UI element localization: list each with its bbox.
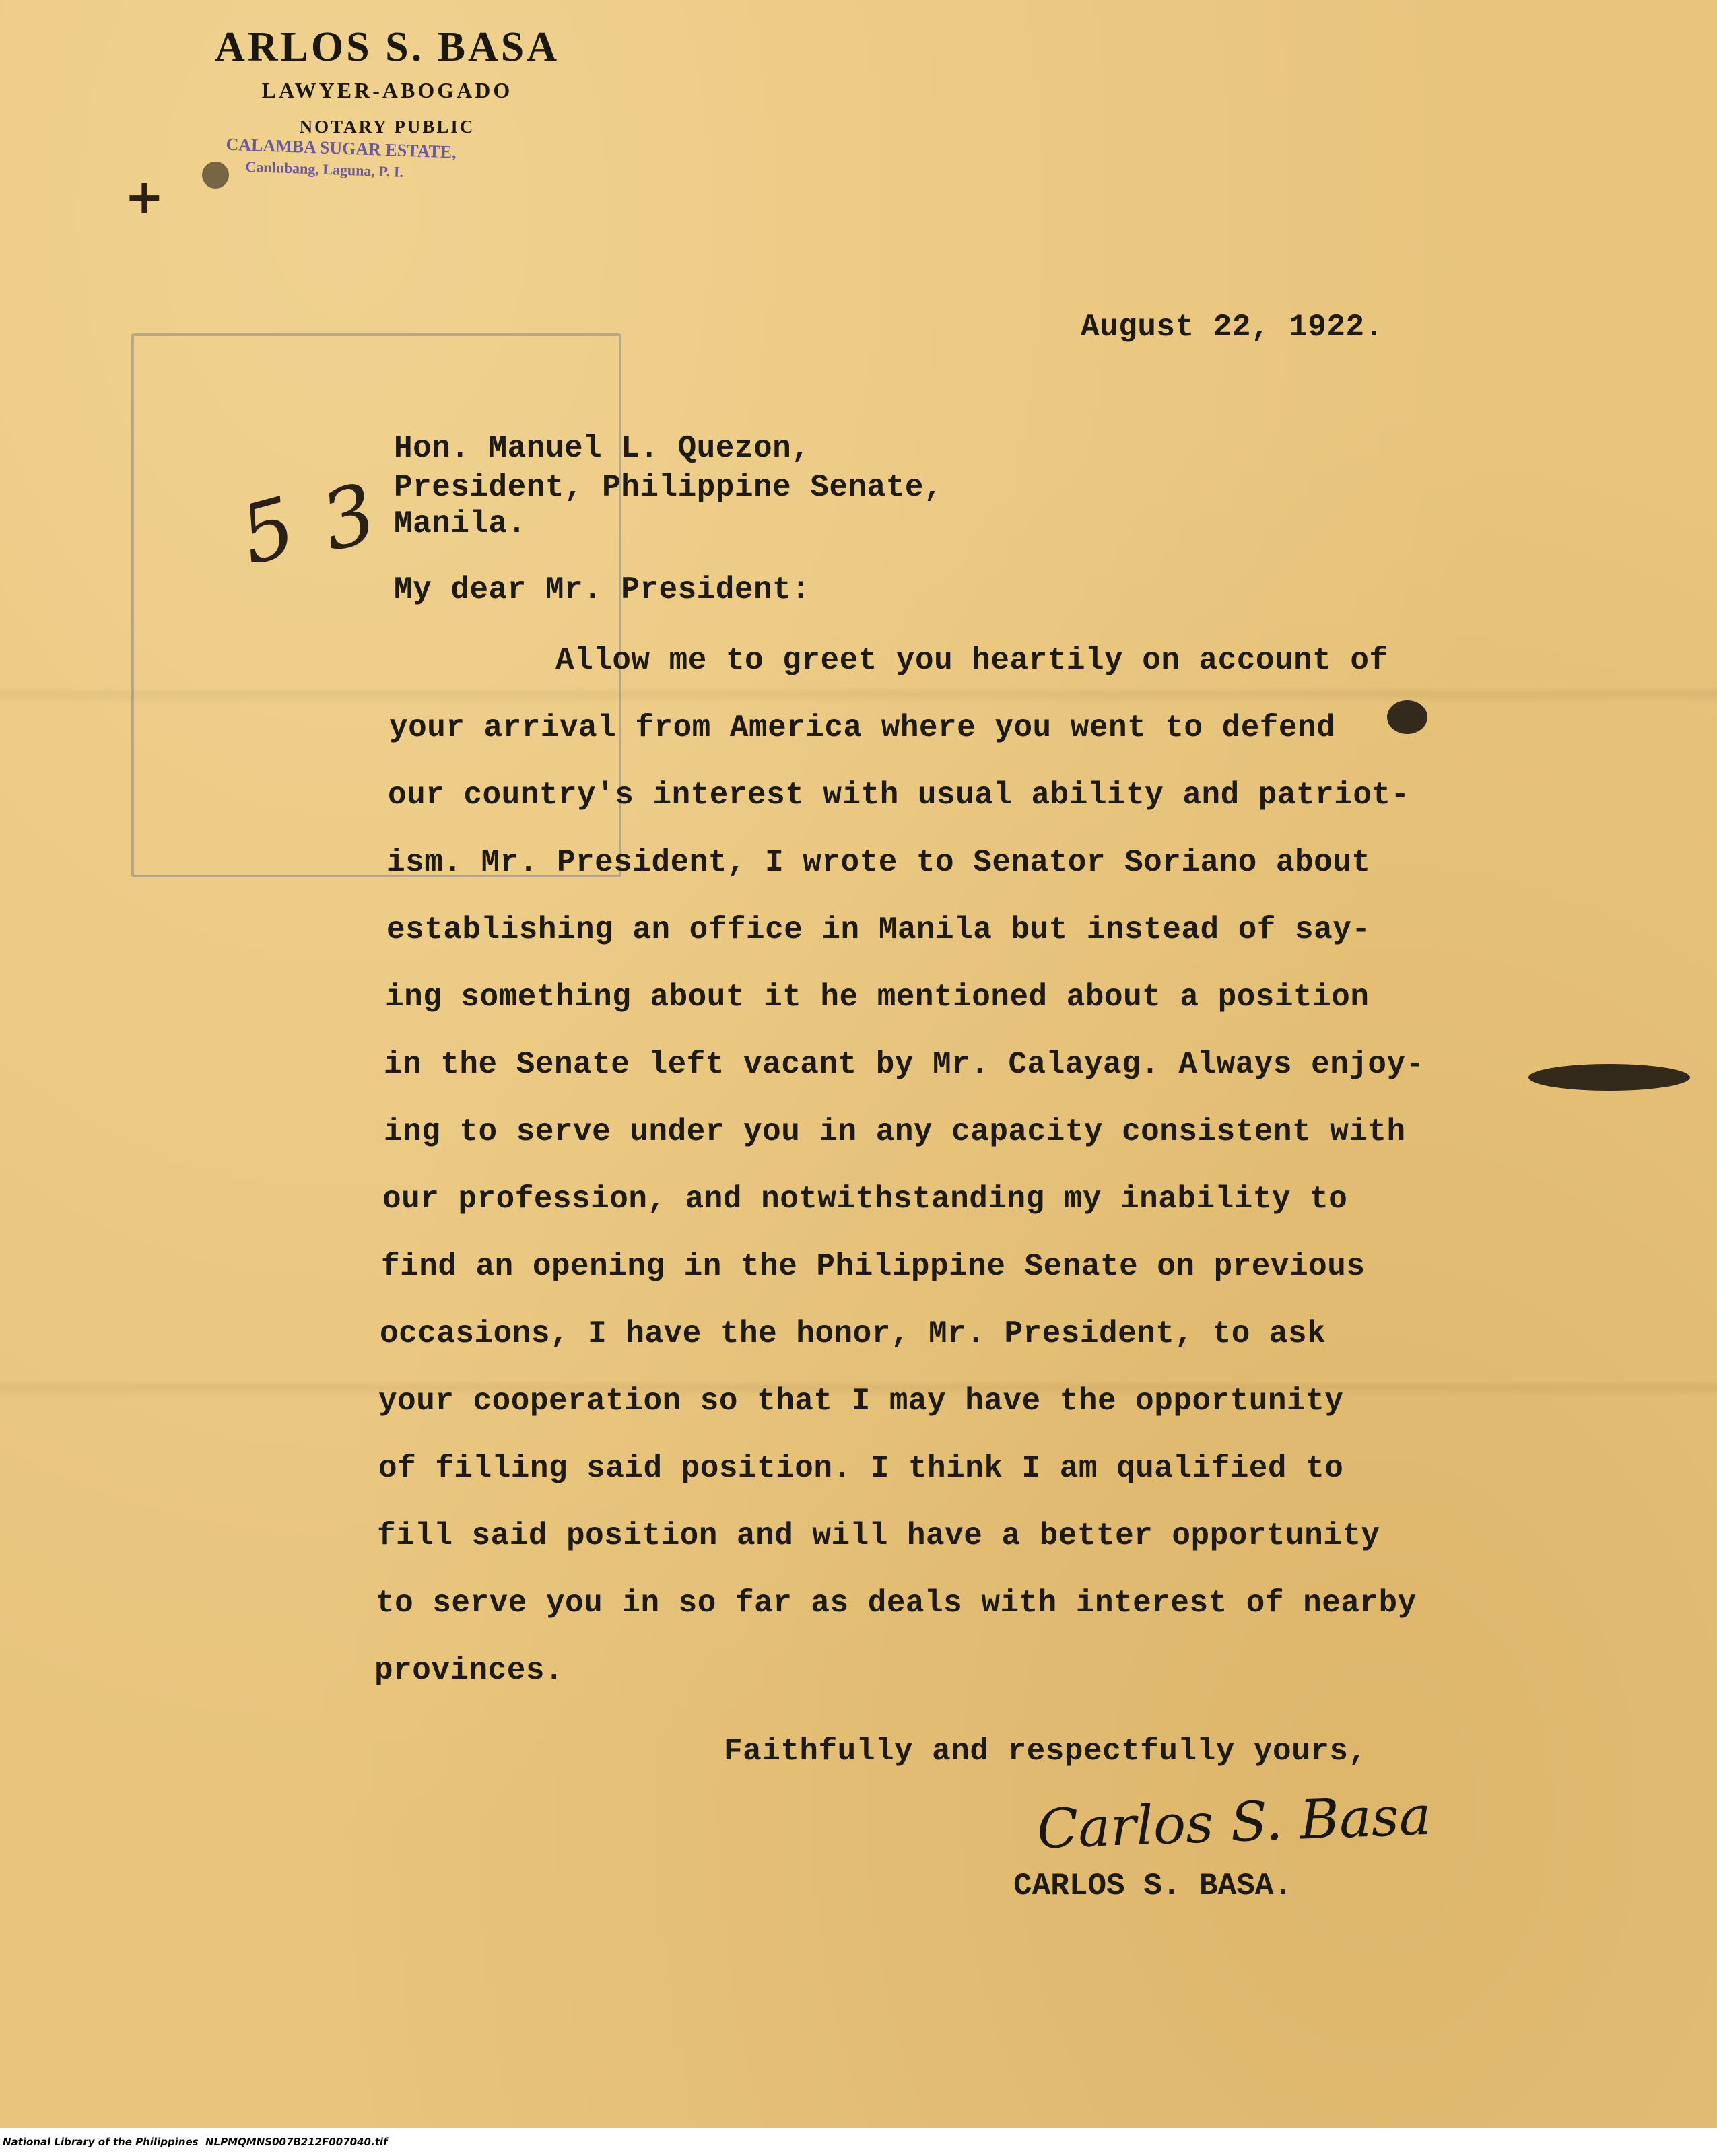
letterhead-title: LAWYER-ABOGADO bbox=[261, 78, 513, 102]
recipient-line-1: Hon. Manuel L. Quezon, bbox=[394, 431, 811, 466]
body-line: ing to serve under you in any capacity consistent with bbox=[384, 1114, 1406, 1149]
address-stamp bbox=[225, 133, 509, 187]
stamp-line-2: Canlubang, Laguna, P. I. bbox=[245, 158, 404, 180]
body-line: provinces. bbox=[374, 1653, 564, 1688]
body-line: your cooperation so that I may have the opportunity bbox=[378, 1384, 1344, 1419]
letterhead-subtitle: NOTARY PUBLIC bbox=[299, 116, 475, 137]
recipient-line-3: Manila. bbox=[394, 506, 527, 541]
body-line: establishing an office in Manila but instead of say- bbox=[386, 912, 1371, 947]
footer-filename: NLPMQMNS007B212F007040.tif bbox=[205, 2136, 388, 2148]
stamp-line-1: CALAMBA SUGAR ESTATE, bbox=[226, 134, 457, 162]
margin-note-1: 5 bbox=[231, 479, 306, 584]
handwritten-signature: Carlos S. Basa bbox=[1036, 1784, 1432, 1861]
ink-smudge bbox=[202, 162, 229, 189]
body-line: to serve you in so far as deals with interest of nearby bbox=[376, 1586, 1417, 1621]
body-line: find an opening in the Philippine Senate on previous bbox=[381, 1249, 1366, 1284]
body-line: our profession, and notwithstanding my inability to bbox=[382, 1182, 1348, 1217]
ink-cross-mark: + bbox=[125, 168, 164, 224]
ink-smudge bbox=[1528, 1064, 1690, 1091]
body-line: of filling said position. I think I am qualified to bbox=[378, 1451, 1344, 1486]
signer-name: CARLOS S. BASA. bbox=[1013, 1868, 1293, 1904]
margin-note-2: 3 bbox=[312, 466, 386, 570]
body-line: occasions, I have the honor, Mr. President, to ask bbox=[380, 1316, 1326, 1351]
body-line: our country's interest with usual ability and patriot- bbox=[388, 778, 1410, 813]
body-line: your arrival from America where you went to defend bbox=[389, 710, 1336, 745]
ink-smudge bbox=[1387, 700, 1427, 734]
body-line: fill said position and will have a better opportunity bbox=[377, 1518, 1380, 1553]
footer-library: National Library of the Philippines bbox=[3, 2136, 199, 2148]
body-line: in the Senate left vacant by Mr. Calayag. Always enjoy- bbox=[384, 1047, 1425, 1082]
letter-date: August 22, 1922. bbox=[1081, 310, 1384, 345]
letterhead bbox=[168, 20, 606, 143]
salutation: My dear Mr. President: bbox=[394, 572, 811, 607]
scan-footer bbox=[0, 2128, 1717, 2156]
body-line: ism. Mr. President, I wrote to Senator Soriano about bbox=[386, 845, 1371, 880]
recipient-line-2: President, Philippine Senate, bbox=[394, 470, 943, 505]
body-line: Allow me to greet you heartily on account of bbox=[556, 643, 1388, 678]
letterhead-name: ARLOS S. BASA bbox=[215, 24, 560, 70]
closing: Faithfully and respectfully yours, bbox=[724, 1734, 1368, 1769]
body-line: ing something about it he mentioned about a position bbox=[385, 980, 1370, 1015]
